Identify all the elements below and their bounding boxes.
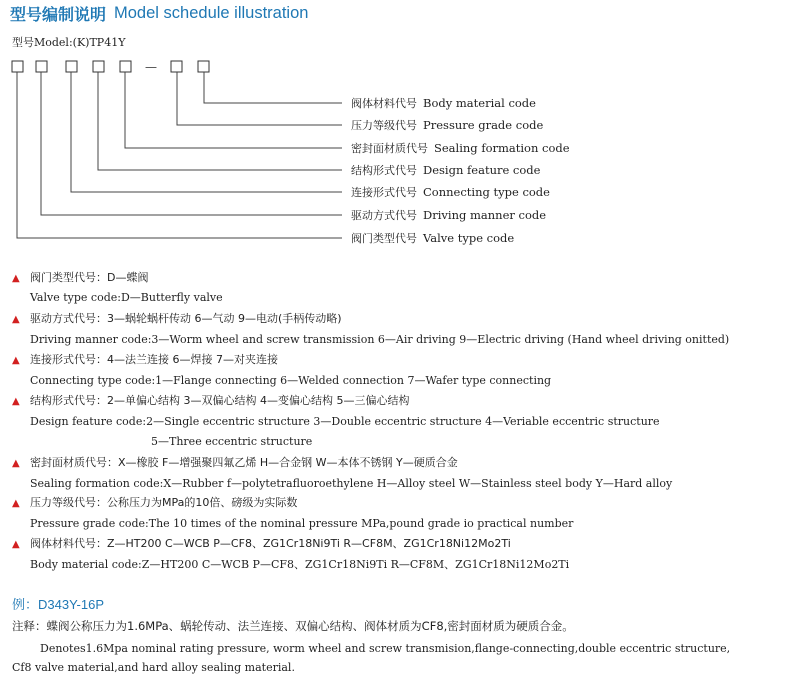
code-box-body-material: [198, 61, 209, 72]
note-pressure-zh: ▲ 压力等级代号：公称压力为MPa的10倍、磅级为实际数: [12, 496, 298, 509]
code-label-valve-type: [351, 231, 514, 246]
note-connecting-en: Connecting type code:1—Flange connecting 6—Welded connection 7—Wafer type connecting: [30, 374, 552, 387]
note-body-material-en: Body material code:Z—HT200 C—WCB P—CF8、ZG1Cr18Ni9Ti R—CF8M、ZG1Cr18Ni12Mo2Ti: [30, 558, 570, 571]
note-sealing-en: Sealing formation code:X—Rubber f—polytetrafluoroethylene H—Alloy steel W—Stainless steel body Y—Hard alloy: [30, 477, 673, 490]
code-label-design: [351, 163, 540, 178]
code-label-en: Connecting type code: [423, 185, 550, 199]
example-note-en-2: Cf8 valve material,and hard alloy sealing material.: [12, 661, 295, 674]
code-label-zh: 连接形式代号: [351, 186, 417, 199]
code-label-zh: 结构形式代号: [351, 164, 417, 177]
note-pressure-en: Pressure grade code:The 10 times of the nominal pressure MPa,pound grade io practical number: [30, 517, 574, 530]
triangle-icon: ▲: [12, 314, 20, 325]
note-driving-en: Driving manner code:3—Worm wheel and screw transmission 6—Air driving 9—Electric driving (Hand wheel driving onitted): [30, 333, 730, 346]
code-label-en: Sealing formation code: [434, 141, 570, 155]
code-label-zh: 阀门类型代号: [351, 232, 417, 245]
leader-driving: [41, 72, 342, 215]
note-connecting-zh: ▲ 连接形式代号：4—法兰连接 6—焊接 7—对夹连接: [12, 353, 278, 366]
code-label-en: Body material code: [423, 96, 536, 110]
code-label-en: Driving manner code: [423, 208, 547, 222]
code-label-zh: 阀体材料代号: [351, 97, 417, 110]
triangle-icon: ▲: [12, 396, 20, 407]
code-label-connecting: [351, 185, 550, 200]
triangle-icon: ▲: [12, 273, 20, 284]
leader-valve-type: [17, 72, 342, 238]
code-box-valve-type: [12, 61, 23, 72]
code-label-sealing: [351, 141, 570, 156]
triangle-icon: ▲: [12, 498, 20, 509]
header-title-zh: 型号编制说明: [10, 4, 107, 24]
note-design-en-cont: 5—Three eccentric structure: [151, 435, 313, 448]
triangle-icon: ▲: [12, 539, 20, 550]
leader-connecting: [71, 72, 342, 192]
code-box-connecting: [66, 61, 77, 72]
triangle-icon: ▲: [12, 458, 20, 469]
example-note-zh: 注释：蝶阀公称压力为1.6MPa、蜗轮传动、法兰连接、双偏心结构、阀体材质为CF8,密封面材质为硬质合金。: [12, 619, 574, 633]
code-label-en: Design feature code: [423, 163, 541, 177]
leader-design: [98, 72, 342, 170]
code-label-zh: 驱动方式代号: [351, 209, 417, 222]
code-label-pressure: [351, 118, 543, 133]
code-box-pressure: [171, 61, 182, 72]
code-label-en: Valve type code: [423, 231, 515, 245]
note-sealing-zh: ▲ 密封面材质代号：X—橡胶 F—增强聚四氟乙烯 H—合金钢 W—本体不锈钢 Y—硬质合金: [12, 456, 458, 469]
code-box-sealing: [120, 61, 131, 72]
note-driving-zh: ▲ 驱动方式代号：3—蜗轮蜗杆传动 6—气动 9—电动(手柄传动略): [12, 312, 342, 325]
code-box-driving: [36, 61, 47, 72]
note-design-zh: ▲ 结构形式代号：2—单偏心结构 3—双偏心结构 4—变偏心结构 5—三偏心结构: [12, 394, 410, 407]
model-line: 型号Model:(K)TP41Y: [12, 36, 126, 49]
code-separator: —: [145, 60, 157, 74]
note-body-material-zh: ▲ 阀体材料代号：Z—HT200 C—WCB P—CF8、ZG1Cr18Ni9Ti R—CF8M、ZG1Cr18Ni12Mo2Ti: [12, 537, 511, 550]
example-label: 例：D343Y-16P: [12, 597, 105, 612]
code-label-zh: 压力等级代号: [351, 119, 417, 132]
code-box-design: [93, 61, 104, 72]
leader-pressure: [177, 72, 342, 125]
code-label-en: Pressure grade code: [423, 118, 544, 132]
code-label-driving: [351, 208, 546, 223]
note-valve-type-zh: ▲ 阀门类型代号：D—蝶阀: [12, 271, 149, 284]
note-valve-type-en: Valve type code:D—Butterfly valve: [30, 291, 223, 304]
header-title-en: Model schedule illustration: [114, 3, 309, 22]
code-label-body-material: [351, 96, 536, 111]
code-label-zh: 密封面材质代号: [351, 142, 428, 155]
note-design-en: Design feature code:2—Single eccentric structure 3—Double eccentric structure 4—Veriable eccentric structure: [30, 415, 660, 428]
leader-sealing: [125, 72, 342, 148]
example-note-en-1: Denotes1.6Mpa nominal rating pressure, worm wheel and screw transmision,flange-connecting,double eccentric structure,: [40, 642, 731, 655]
triangle-icon: ▲: [12, 355, 20, 366]
leader-body-material: [204, 72, 342, 103]
